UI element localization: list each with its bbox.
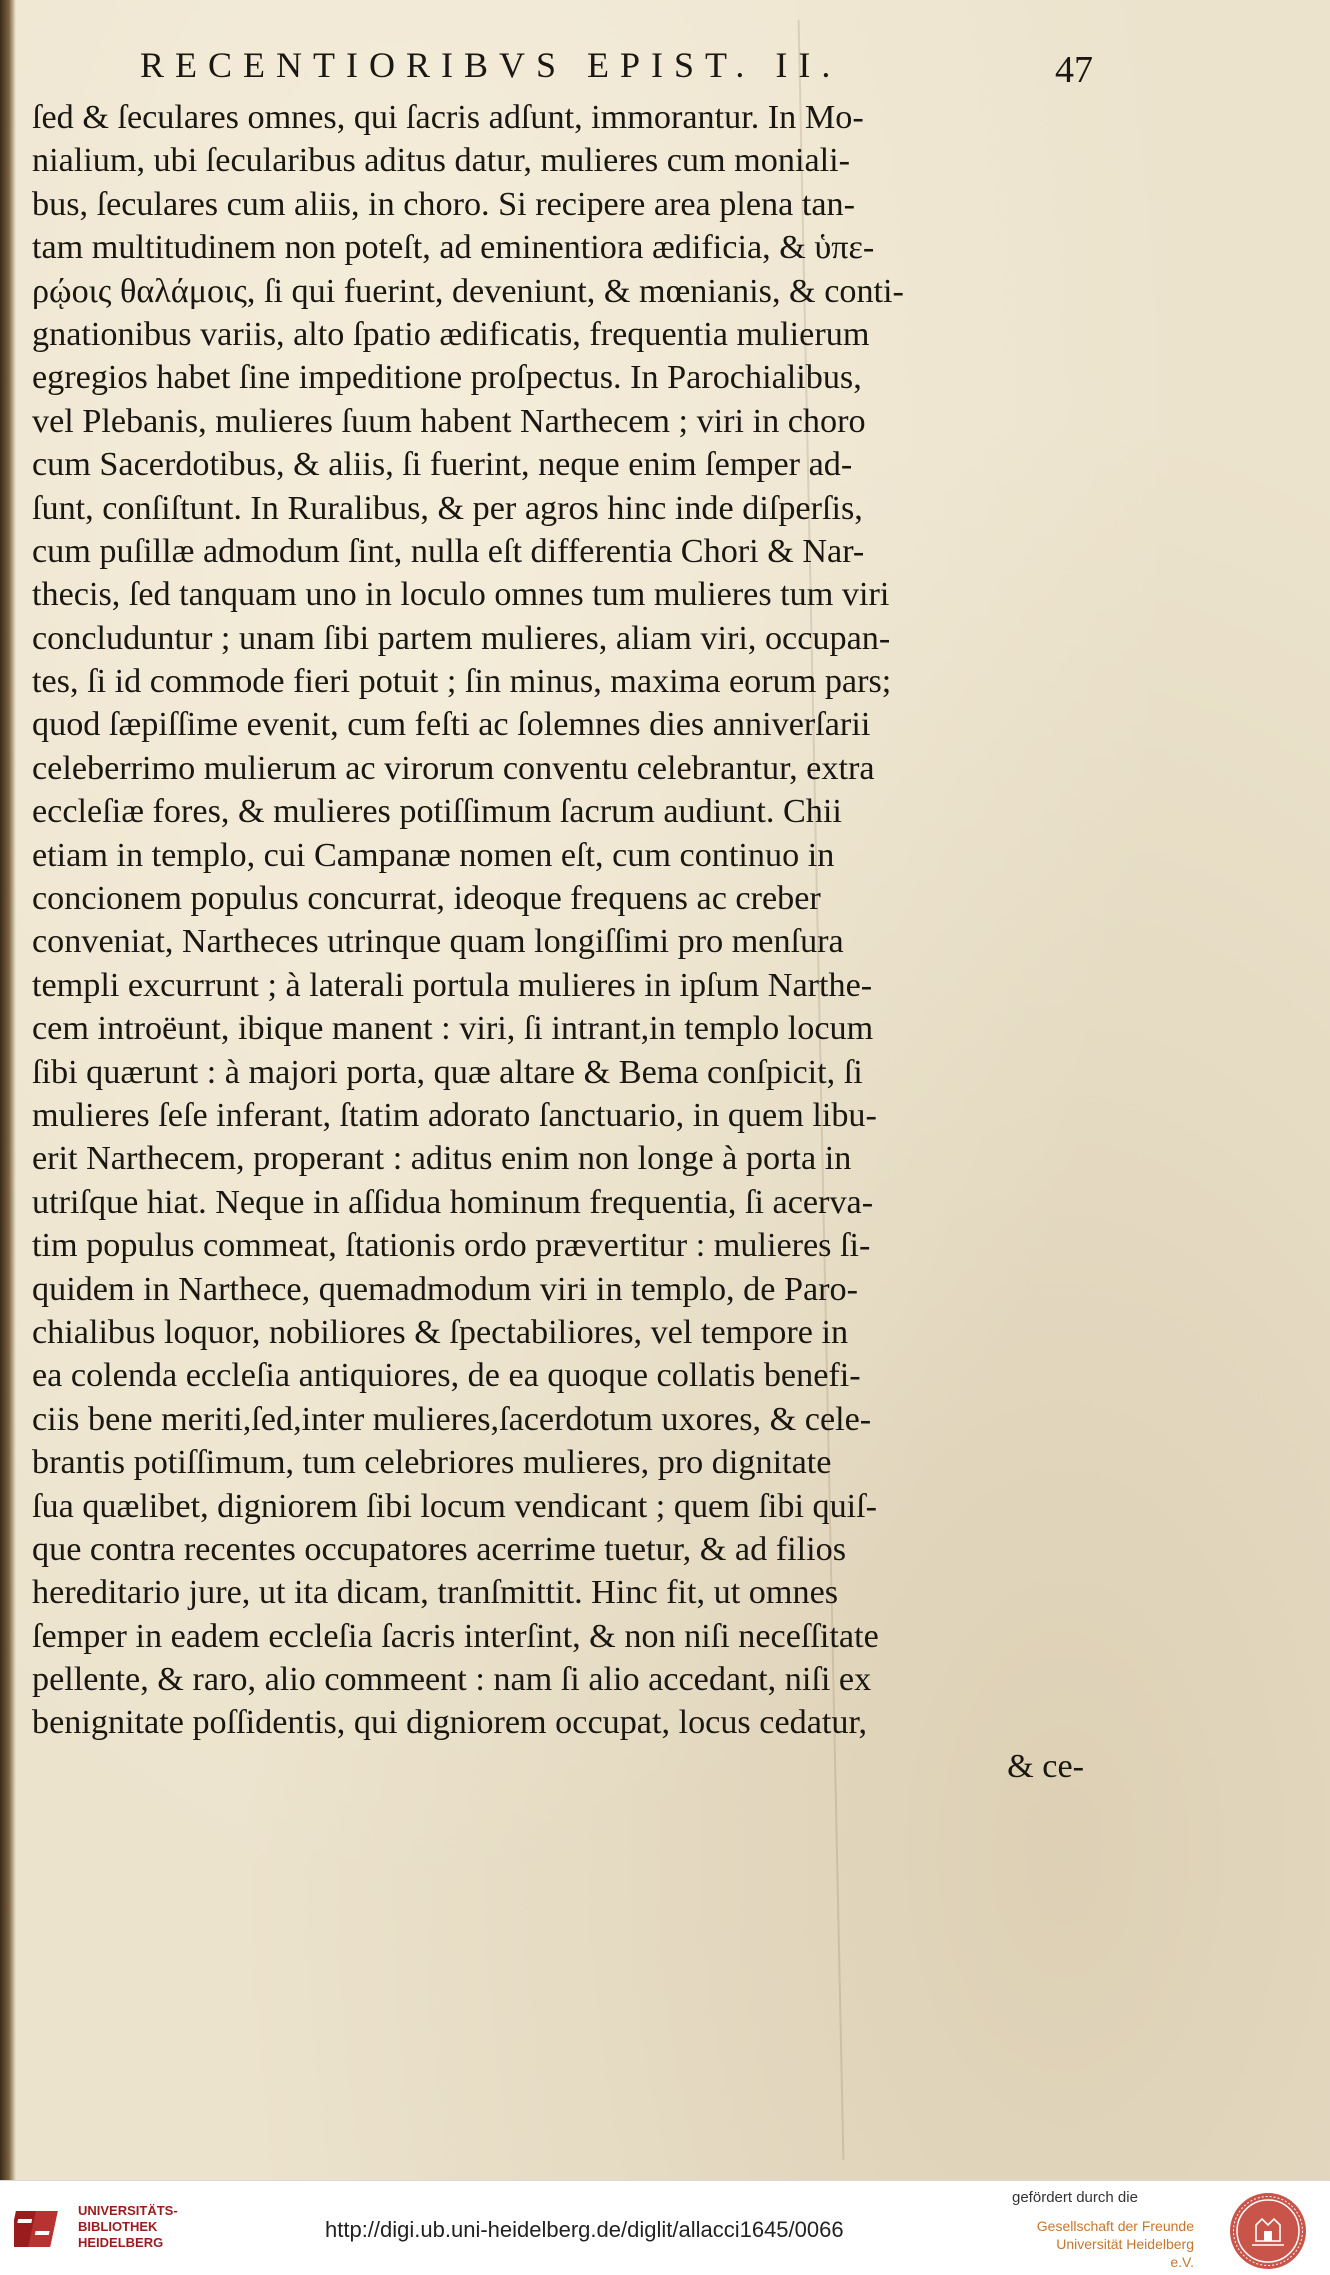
- text-line: benignitate poſſidentis, qui digniorem occupat, locus cedatur,: [32, 1704, 868, 1742]
- text-line: hereditario jure, ut ita dicam, tranſmittit. Hinc fit, ut omnes: [32, 1574, 839, 1612]
- text-line: cum puſillæ admodum ſint, nulla eſt differentia Chori & Nar-: [32, 532, 865, 570]
- text-line: ſibi quærunt : à majori porta, quæ altare & Bema conſpicit, ſi: [32, 1053, 863, 1091]
- text-line: ſed & ſeculares omnes, qui ſacris adſunt, immorantur. In Mo-: [32, 99, 864, 136]
- sponsor-caption: gefördert durch die: [1012, 2189, 1138, 2206]
- text-line: tim populus commeat, ſtationis ordo prævertitur : mulieres ſi-: [32, 1227, 871, 1265]
- text-line: quidem in Narthece, quemadmodum viri in templo, de Paro-: [32, 1270, 858, 1308]
- text-line: egregios habet ſine impeditione proſpectus. In Parochialibus,: [32, 359, 862, 397]
- page-number: 47: [1055, 49, 1093, 91]
- text-line: ſunt, conſiſtunt. In Ruralibus, & per agros hinc inde diſperſis,: [32, 489, 863, 527]
- sponsor-name-line: Universität Heidelberg e.V.: [1056, 2236, 1194, 2270]
- text-line: cum Sacerdotibus, & aliis, ſi fuerint, neque enim ſemper ad-: [32, 446, 853, 484]
- text-line: nialium, ubi ſecularibus aditus datur, mulieres cum moniali-: [32, 142, 850, 180]
- library-name-line: HEIDELBERG: [78, 2235, 164, 2250]
- text-line: ſua quælibet, digniorem ſibi locum vendicant ; quem ſibi quiſ-: [32, 1487, 878, 1525]
- text-line: ea colenda eccleſia antiquiores, de ea quoque collatis benefi-: [32, 1357, 861, 1395]
- library-name-line: BIBLIOTHEK: [78, 2219, 158, 2234]
- ub-heidelberg-logo-icon: [14, 2201, 70, 2257]
- text-line: mulieres ſeſe inferant, ſtatim adorato ſanctuario, in quem libu-: [32, 1096, 877, 1134]
- text-line: vel Plebanis, mulieres ſuum habent Narthecem ; viri in choro: [32, 402, 866, 440]
- running-head: RECENTIORIBVS EPIST. II.: [140, 45, 842, 85]
- text-line: concluduntur ; unam ſibi partem mulieres, aliam viri, occupan-: [32, 619, 891, 657]
- text-line: etiam in templo, cui Campanæ nomen eſt, cum continuo in: [32, 836, 835, 874]
- book-spine-shadow: [0, 0, 16, 2180]
- text-line: ρῴοις θαλάμοις, ſi qui fuerint, deveniunt, & mœnianis, & conti-: [32, 272, 904, 310]
- text-line: bus, ſeculares cum aliis, in choro. Si recipere area plena tan-: [32, 185, 856, 223]
- text-line: conveniat, Nartheces utrinque quam longiſſimi pro menſura: [32, 923, 844, 961]
- text-line: erit Narthecem, properant : aditus enim non longe à porta in: [32, 1140, 852, 1178]
- text-line: eccleſiæ fores, & mulieres potiſſimum ſacrum audiunt. Chii: [32, 793, 842, 831]
- viewer-footer: [0, 2180, 1330, 2275]
- text-line: que contra recentes occupatores acerrime tuetur, & ad filios: [32, 1530, 847, 1568]
- sponsor-name: [1034, 2217, 1194, 2271]
- sponsor-name-line: Gesellschaft der Freunde: [1036, 2218, 1194, 2234]
- text-line: celeberrimo mulierum ac virorum conventu celebrantur, extra: [32, 749, 875, 787]
- text-line: & ce-: [1007, 1747, 1084, 1785]
- text-line: templi excurrunt ; à laterali portula mulieres in ipſum Narthe-: [32, 966, 873, 1004]
- text-line: utriſque hiat. Neque in aſſidua hominum frequentia, ſi acerva-: [32, 1183, 874, 1221]
- university-seal-icon: [1228, 2191, 1308, 2271]
- text-line: quod ſæpiſſime evenit, cum feſti ac ſolemnes dies anniverſarii: [32, 706, 871, 744]
- text-line: pellente, & raro, alio commeent : nam ſi alio accedant, niſi ex: [32, 1661, 872, 1699]
- library-name: [78, 2203, 198, 2251]
- text-line: thecis, ſed tanquam uno in loculo omnes tum mulieres tum viri: [32, 576, 890, 614]
- text-line: tes, ſi id commode fieri potuit ; ſin minus, maxima eorum pars;: [32, 663, 892, 701]
- text-line: gnationibus variis, alto ſpatio ædificatis, frequentia mulierum: [32, 315, 870, 353]
- text-line: ciis bene meriti,ſed,inter mulieres,ſacerdotum uxores, & cele-: [32, 1400, 872, 1438]
- text-line: tam multitudinem non poteſt, ad eminentiora ædificia, & ὑπε-: [32, 229, 875, 267]
- library-name-line: UNIVERSITÄTS-: [78, 2203, 178, 2218]
- body-text: [32, 96, 1092, 1788]
- text-line: ſemper in eadem eccleſia ſacris interſint, & non niſi neceſſitate: [32, 1617, 879, 1655]
- text-line: brantis potiſſimum, tum celebriores mulieres, pro dignitate: [32, 1444, 832, 1482]
- text-line: chialibus loquor, nobiliores & ſpectabiliores, vel tempore in: [32, 1313, 849, 1351]
- text-line: cem introëunt, ibique manent : viri, ſi intrant,in templo locum: [32, 1010, 874, 1048]
- permalink-url[interactable]: http://digi.ub.uni-heidelberg.de/diglit/allacci1645/0066: [325, 2217, 844, 2242]
- text-line: concionem populus concurrat, ideoque frequens ac creber: [32, 880, 821, 918]
